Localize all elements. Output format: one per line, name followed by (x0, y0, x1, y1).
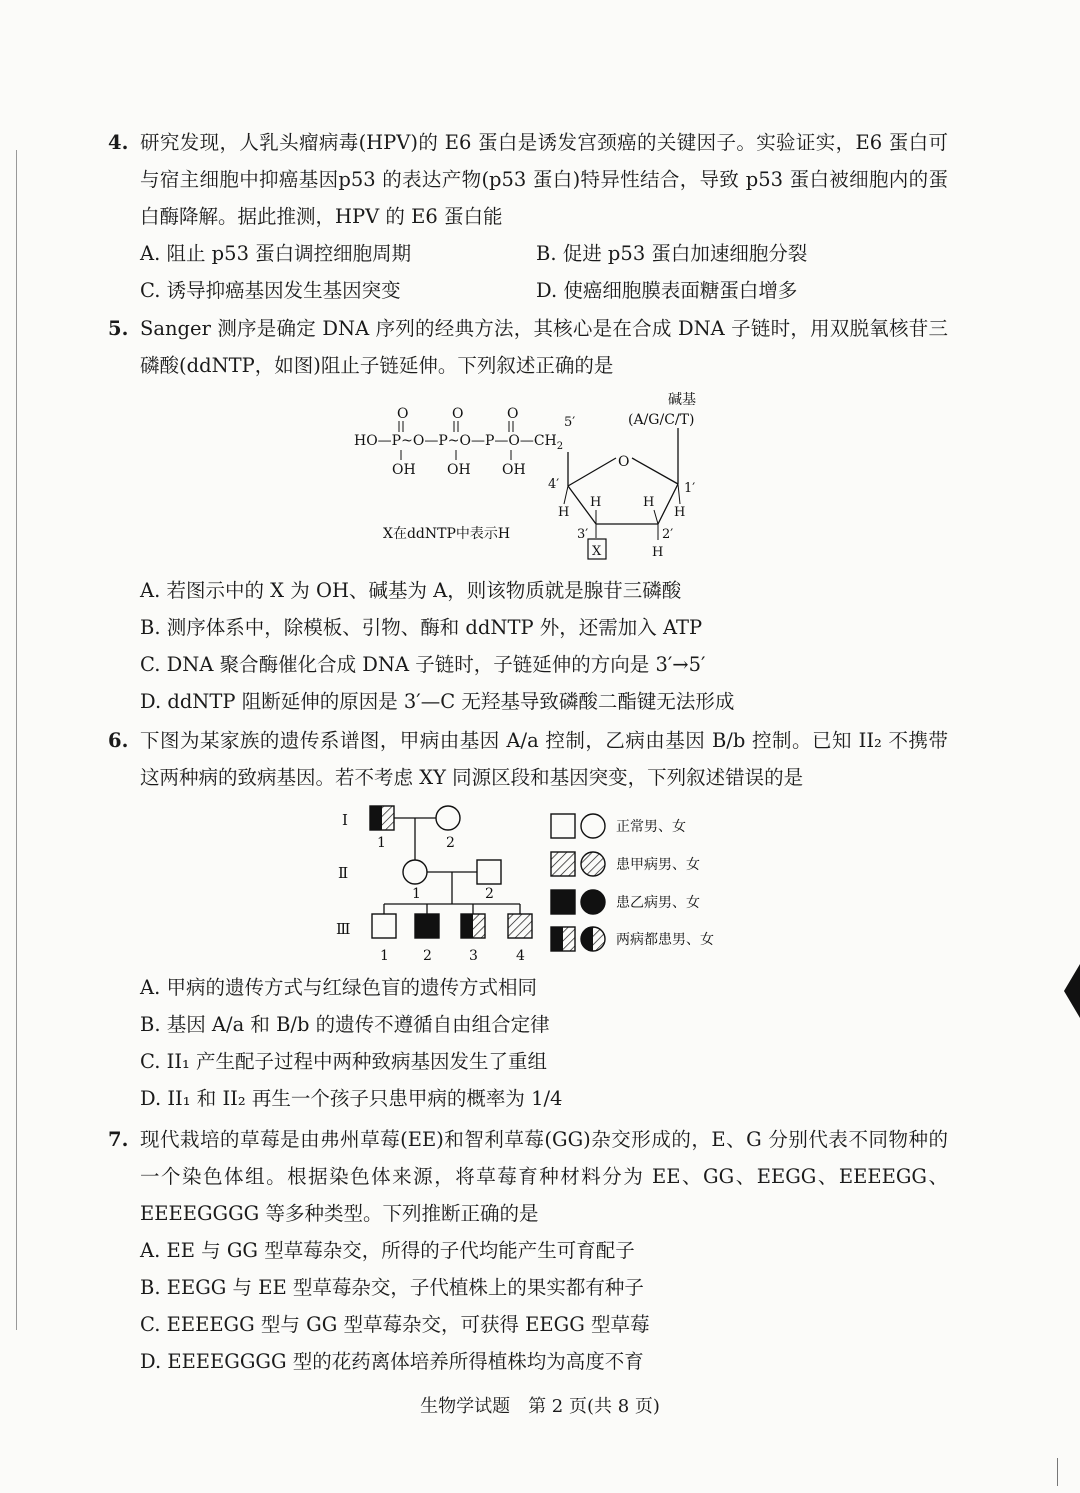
page-footer: 生物学试题 第 2 页(共 8 页) (420, 1396, 660, 1417)
legend-normal (551, 814, 686, 838)
legend-disease-b (551, 890, 700, 914)
iii-1-male-normal (372, 914, 396, 938)
ch2-subscript: 2 (556, 441, 564, 452)
phosphate-oxygen: O (397, 406, 409, 422)
question-6 (108, 722, 948, 796)
option-a: A. 阻止 p53 蛋白调控细胞周期 (140, 242, 412, 265)
iii-2-number: 2 (423, 948, 432, 964)
h-c2-bottom: H (652, 545, 664, 560)
pos-5-prime: 5′ (564, 415, 576, 430)
iii-4-number: 4 (516, 948, 525, 964)
question-6-options (108, 969, 948, 1117)
page-edge-marker (1064, 964, 1080, 1018)
iii-1-number: 1 (380, 948, 389, 964)
i-2-number: 2 (446, 835, 455, 851)
option-c: C. EEEEGG 型与 GG 型草莓杂交，可获得 EEGG 型草莓 (140, 1313, 650, 1336)
legend-disease-a (551, 852, 700, 876)
option-b: B. 基因 A/a 和 B/b 的遗传不遵循自由组合定律 (140, 1013, 550, 1036)
option-a: A. 甲病的遗传方式与红绿色盲的遗传方式相同 (140, 976, 537, 999)
pos-3-prime: 3′ (577, 527, 589, 542)
pos-2-prime: 2′ (662, 527, 674, 542)
question-stem: 研究发现，人乳头瘤病毒(HPV)的 E6 蛋白是诱发宫颈癌的关键因子。实验证实，E6 蛋白可与宿主细胞中抑癌基因p53 的表达产物(p53 蛋白)特异性结合，导致 p53 蛋白被细胞内的蛋白酶降解。据此推测，HPV 的 E6 蛋白能 (140, 131, 948, 228)
question-5 (108, 310, 948, 384)
ii-1-number: 1 (412, 886, 421, 902)
pedigree-figure (330, 800, 770, 970)
generation-i-label: Ⅰ (342, 811, 348, 829)
generation-ii-label: Ⅱ (338, 864, 349, 882)
legend-disease-a-label: 患甲病男、女 (616, 857, 700, 873)
option-c: C. DNA 聚合酶催化合成 DNA 子链时，子链延伸的方向是 3′→5′ (140, 653, 706, 676)
question-number: 7. (108, 1128, 129, 1151)
option-d: D. II₁ 和 II₂ 再生一个孩子只患甲病的概率为 1/4 (140, 1087, 563, 1110)
legend-both-diseases (551, 927, 714, 951)
iii-3-male-both-diseases (461, 914, 485, 938)
generation-iii-label: Ⅲ (336, 920, 351, 938)
option-c: C. II₁ 产生配子过程中两种致病基因发生了重组 (140, 1050, 548, 1073)
phosphate-oxygen: O (452, 406, 464, 422)
phosphate-oh: OH (447, 462, 471, 478)
figure-caption: X在ddNTP中表示H (383, 526, 511, 542)
ii-2-male-normal (477, 860, 501, 884)
pos-4-prime: 4′ (548, 477, 560, 492)
phosphate-oh: OH (392, 462, 416, 478)
x-label: X (592, 544, 602, 559)
triphosphate-chain (354, 433, 563, 452)
question-5-options (108, 572, 948, 720)
option-a: A. 若图示中的 X 为 OH、碱基为 A，则该物质就是腺苷三磷酸 (140, 579, 682, 602)
h-c2: H (643, 495, 655, 510)
question-stem: 现代栽培的草莓是由弗州草莓(EE)和智利草莓(GG)杂交形成的，E、G 分别代表不同物种的一个染色体组。根据染色体来源，将草莓育种材料分为 EE、GG、EEGG、EEEEGG、EEEEGGGG 等多种类型。下列推断正确的是 (140, 1128, 948, 1225)
option-b: B. 促进 p53 蛋白加速细胞分裂 (536, 242, 808, 265)
ii-1-female-normal (403, 860, 427, 884)
iii-3-number: 3 (469, 948, 478, 964)
option-c: C. 诱导抑癌基因发生基因突变 (140, 279, 401, 302)
i-1-male-both-diseases (370, 806, 394, 830)
iii-4-male-disease-a (508, 914, 532, 938)
h-c3: H (590, 495, 602, 510)
option-d: D. 使癌细胞膜表面糖蛋白增多 (536, 279, 798, 302)
base-types: (A/G/C/T) (628, 412, 695, 428)
legend-disease-b-label: 患乙病男、女 (616, 895, 700, 911)
triphosphate-chain-text: HO—P~O—P~O—P—O—CH (354, 433, 557, 449)
page-corner-tick (1057, 1458, 1058, 1486)
ii-2-number: 2 (485, 886, 494, 902)
question-stem: Sanger 测序是确定 DNA 序列的经典方法，其核心是在合成 DNA 子链时，用双脱氧核苷三磷酸(ddNTP，如图)阻止子链延伸。下列叙述正确的是 (140, 317, 948, 377)
option-a: A. EE 与 GG 型草莓杂交，所得的子代均能产生可育配子 (140, 1239, 635, 1262)
legend-normal-label: 正常男、女 (616, 819, 686, 835)
option-b: B. 测序体系中，除模板、引物、酶和 ddNTP 外，还需加入 ATP (140, 616, 703, 639)
ddntp-structure-figure (340, 388, 760, 566)
question-number: 4. (108, 131, 129, 154)
question-number: 6. (108, 729, 129, 752)
h-c4: H (558, 505, 570, 520)
i-2-female-normal (436, 806, 460, 830)
option-d: D. EEEEGGGG 型的花药离体培养所得植株均为高度不育 (140, 1350, 644, 1373)
question-4 (108, 124, 948, 309)
h-c1: H (674, 505, 686, 520)
iii-2-male-disease-b (415, 914, 439, 938)
binding-margin-line (16, 150, 17, 1330)
question-7 (108, 1121, 948, 1380)
option-b: B. EEGG 与 EE 型草莓杂交，子代植株上的果实都有种子 (140, 1276, 644, 1299)
option-d: D. ddNTP 阻断延伸的原因是 3′—C 无羟基导致磷酸二酯键无法形成 (140, 690, 735, 713)
phosphate-oh: OH (502, 462, 526, 478)
question-number: 5. (108, 317, 129, 340)
i-1-number: 1 (377, 835, 386, 851)
question-stem: 下图为某家族的遗传系谱图，甲病由基因 A/a 控制，乙病由基因 B/b 控制。已知 II₂ 不携带这两种病的致病基因。若不考虑 XY 同源区段和基因突变，下列叙述错误的是 (140, 729, 948, 789)
phosphate-oxygen: O (507, 406, 519, 422)
ring-oxygen: O (618, 454, 630, 470)
pos-1-prime: 1′ (684, 481, 696, 496)
base-label: 碱基 (668, 392, 696, 408)
legend-both-label: 两病都患男、女 (616, 932, 714, 948)
